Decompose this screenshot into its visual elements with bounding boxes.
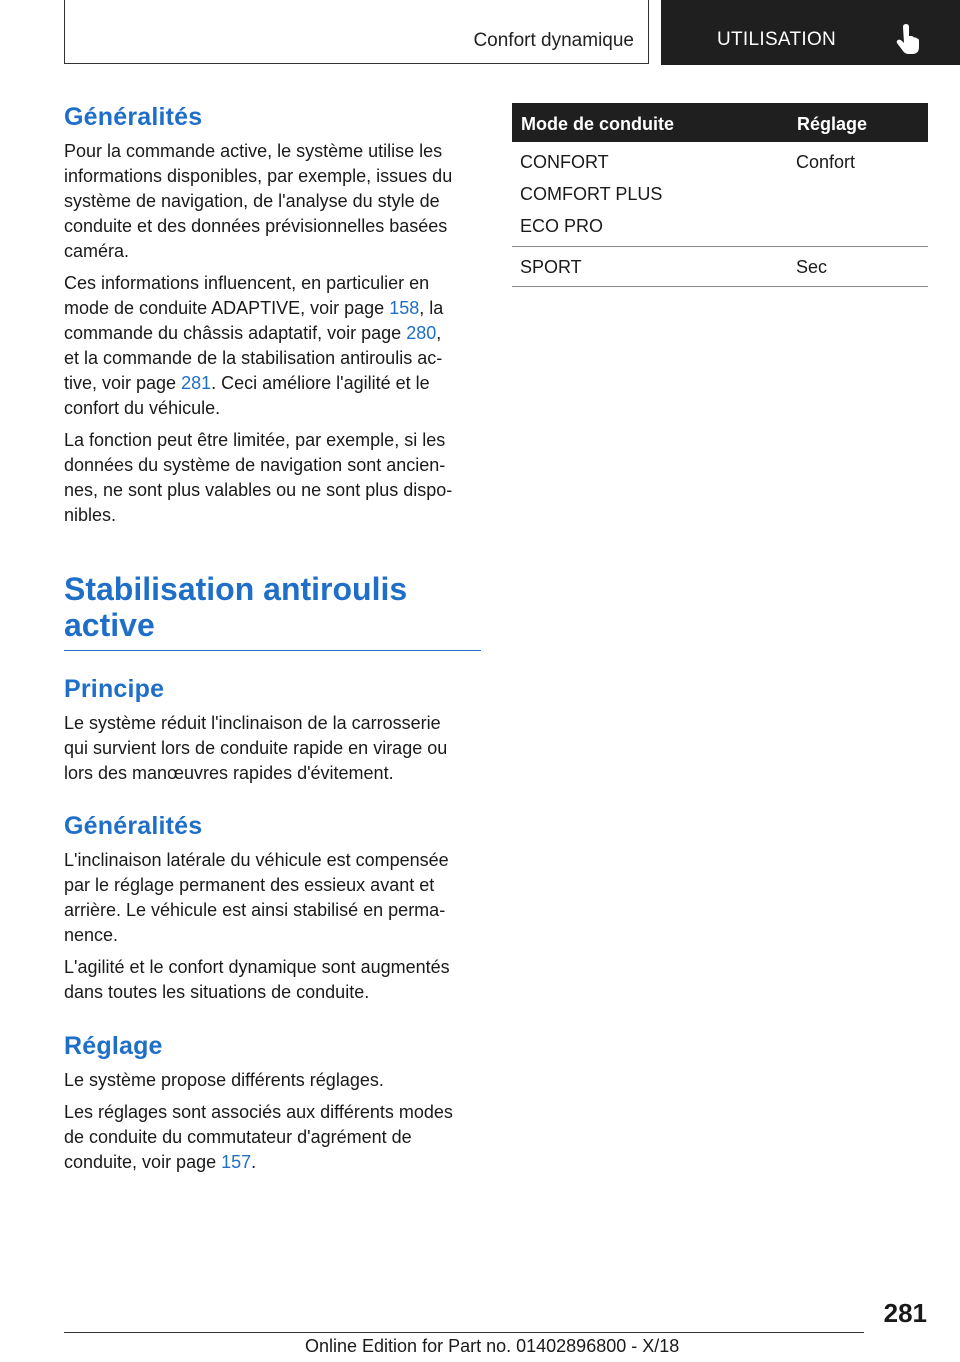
text-line: caméra.	[64, 241, 130, 261]
generalites-heading: Généralités	[64, 812, 203, 840]
table-cell-setting: Confort	[796, 152, 856, 172]
text-line: arrière. Le véhicule est ainsi stabilisé en perma-	[64, 900, 446, 920]
table-header-mode: Mode de conduite	[521, 114, 674, 134]
text-line: L'agilité et le confort dynamique sont augmentés	[64, 957, 450, 977]
text-line: Les réglages sont associés aux différents modes	[64, 1102, 453, 1122]
reglage-section	[64, 1032, 478, 1175]
text-line: nibles.	[64, 505, 117, 525]
text-line: . Ceci améliore l'agilité et le	[211, 373, 430, 393]
table-cell-mode	[520, 146, 662, 242]
footer-divider	[64, 1332, 864, 1333]
text-line: lors des manœuvres rapides d'évitement.	[64, 763, 394, 783]
table-row	[512, 247, 928, 287]
text-line: Ces informations influencent, en particulier en	[64, 273, 430, 293]
table-header	[512, 103, 928, 142]
header-chapter-title: UTILISATION	[717, 29, 837, 50]
text-line: nence.	[64, 925, 119, 945]
text-line: ,	[436, 323, 442, 343]
text-line: confort du véhicule.	[64, 398, 221, 418]
section-title-line: active	[64, 607, 155, 643]
text-line: Le système réduit l'inclinaison de la carrosserie	[64, 713, 441, 733]
generalites-section	[64, 812, 478, 1005]
principe-heading: Principe	[64, 675, 165, 703]
text-line: mode de conduite ADAPTIVE, voir page	[64, 298, 390, 318]
text-line: L'inclinaison latérale du véhicule est compensée	[64, 850, 449, 870]
text-line: , la	[419, 298, 444, 318]
pointing-hand-icon	[894, 24, 920, 54]
reglage-heading: Réglage	[64, 1032, 163, 1060]
text-line: et la commande de la stabilisation antiroulis ac-	[64, 348, 443, 368]
text-line: La fonction peut être limitée, par exemple, si les	[64, 430, 446, 450]
generalites-para2	[64, 955, 478, 1005]
intro-para2	[64, 271, 478, 421]
text-line: Pour la commande active, le système utilise les	[64, 141, 443, 161]
text-line: qui survient lors de conduite rapide en virage ou	[64, 738, 448, 758]
intro-para3	[64, 428, 478, 528]
text-line: données du système de navigation sont ancien-	[64, 455, 446, 475]
text-line: tive, voir page	[64, 373, 182, 393]
text-line: nes, ne sont plus valables ou ne sont plus dispo-	[64, 480, 453, 500]
page-number: 281	[883, 1298, 927, 1328]
header-section-box	[64, 0, 649, 64]
mode-value: ECO PRO	[520, 216, 604, 236]
page-ref-link[interactable]: 157	[221, 1152, 252, 1172]
principe-para	[64, 711, 478, 786]
intro-section	[64, 103, 478, 528]
section-title-line: Stabilisation antiroulis	[64, 571, 408, 607]
footer-edition: Online Edition for Part no. 01402896800 - X/18	[305, 1336, 680, 1356]
page-ref-link[interactable]: 158	[389, 298, 420, 318]
mode-value: COMFORT PLUS	[520, 184, 663, 204]
principe-section	[64, 675, 478, 786]
section-title-block	[64, 571, 478, 643]
table-header-setting: Réglage	[797, 114, 868, 134]
section-title	[64, 571, 478, 643]
mode-value: CONFORT	[520, 152, 609, 172]
text-line: de conduite du commutateur d'agrément de	[64, 1127, 412, 1147]
section-divider	[64, 650, 481, 651]
page-ref-link[interactable]: 280	[406, 323, 437, 343]
table-row	[512, 142, 928, 247]
text-line: conduite et des données prévisionnelles basées	[64, 216, 448, 236]
text-line: par le réglage permanent des essieux avant et	[64, 875, 435, 895]
table-cell-setting: Sec	[796, 257, 828, 277]
text-line: informations disponibles, par exemple, issues du	[64, 166, 453, 186]
reglage-para2	[64, 1100, 478, 1175]
text-line: commande du châssis adaptatif, voir page	[64, 323, 407, 343]
header-section-title: Confort dynamique	[473, 30, 634, 51]
header-chapter-box	[661, 0, 960, 65]
text-line: système de navigation, de l'analyse du style de	[64, 191, 440, 211]
generalites-para1	[64, 848, 478, 948]
table-cell-mode: SPORT	[520, 257, 582, 277]
page-ref-link[interactable]: 281	[181, 373, 212, 393]
text-line: dans toutes les situations de conduite.	[64, 982, 370, 1002]
text-line: conduite, voir page	[64, 1152, 222, 1172]
text-line: .	[251, 1152, 257, 1172]
reglage-para1: Le système propose différents réglages.	[64, 1070, 384, 1090]
settings-table	[512, 103, 928, 287]
intro-heading: Généralités	[64, 103, 203, 131]
intro-para1	[64, 139, 478, 264]
